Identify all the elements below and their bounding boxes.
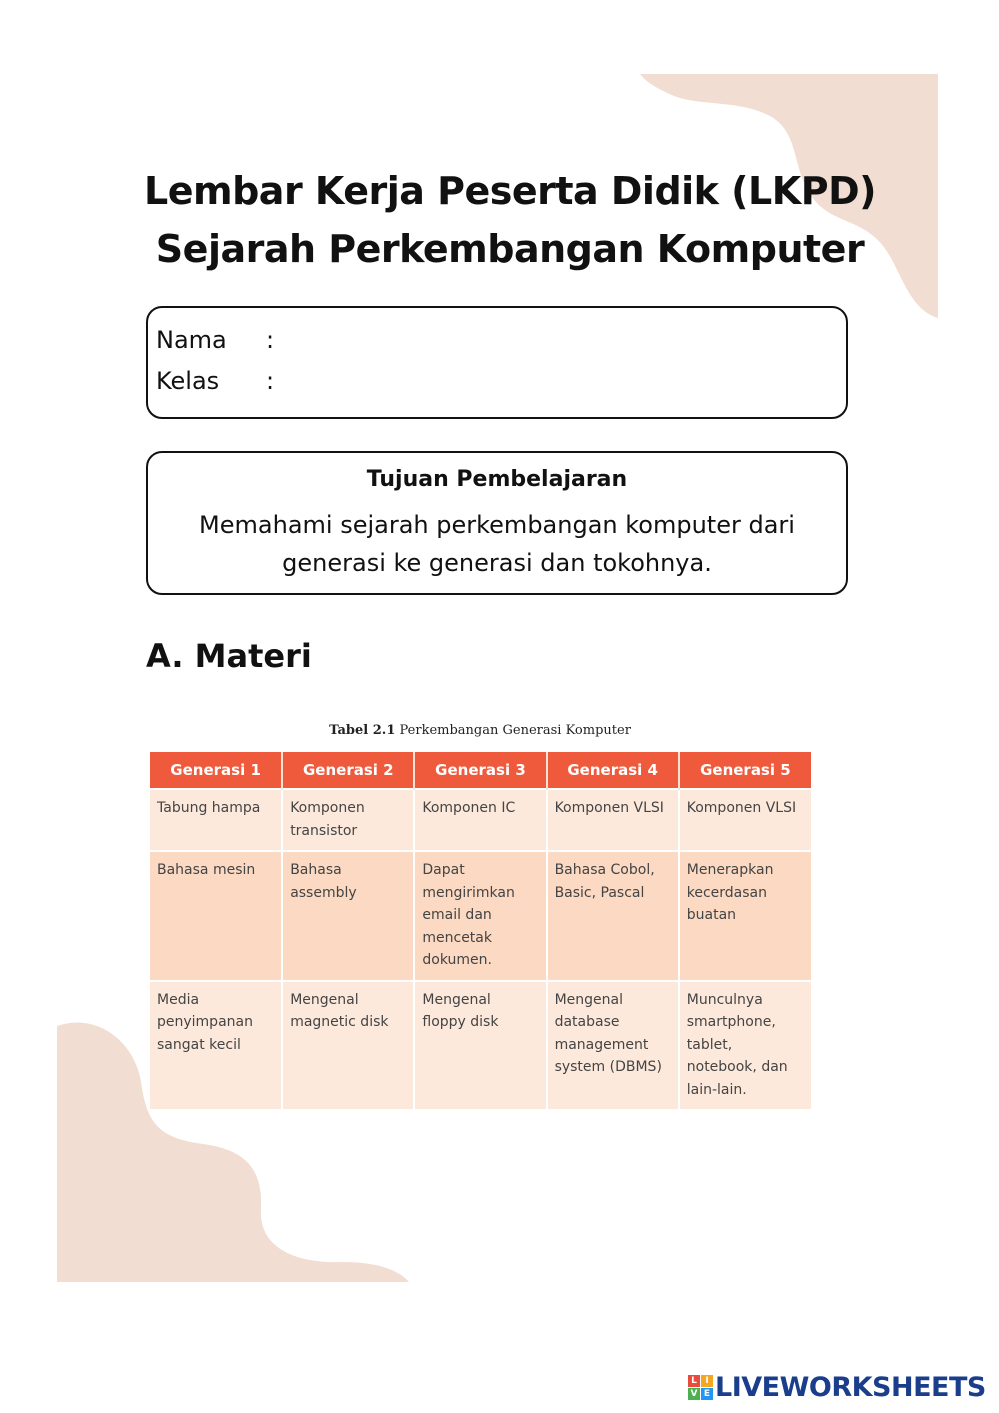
name-row [156,326,274,354]
table-caption-number: Tabel 2.1 [329,723,396,738]
table-header-cell: Generasi 4 [547,752,679,789]
name-label: Nama [156,326,227,354]
table-row [150,851,811,981]
table-cell: Bahasa Cobol, Basic, Pascal [547,851,679,981]
learning-goal-text: Memahami sejarah perkembangan komputer dari generasi ke generasi dan tokohnya. [199,511,795,577]
table-cell: Bahasa mesin [150,851,282,981]
table-cell: Media penyimpanan sangat kecil [150,981,282,1110]
table-cell: Mengenal database management system (DBMS) [547,981,679,1110]
table-header-cell: Generasi 3 [414,752,546,789]
table-cell: Komponen VLSI [679,789,811,851]
liveworksheets-logo-icon [688,1375,713,1400]
table-caption-text: Perkembangan Generasi Komputer [395,723,631,738]
table-row [150,789,811,851]
computer-generations-table [150,752,811,1109]
table-cell: Komponen IC [414,789,546,851]
logo-letter: I [701,1375,713,1387]
table-caption [150,723,810,738]
identity-box [146,306,848,419]
table-cell: Dapat mengirimkan email dan mencetak dokumen. [414,851,546,981]
table-cell: Bahasa assembly [282,851,414,981]
table-cell: Komponen transistor [282,789,414,851]
class-colon: : [266,367,275,395]
table-cell: Menerapkan kecerdasan buatan [679,851,811,981]
table-cell: Mengenal magnetic disk [282,981,414,1110]
learning-goal-box [146,451,848,595]
liveworksheets-brand [688,1372,986,1403]
name-colon: : [266,326,275,354]
logo-letter: V [688,1388,700,1400]
table-header-cell: Generasi 5 [679,752,811,789]
page-title [120,162,900,278]
table-header-row [150,752,811,789]
table-cell: Munculnya smartphone, tablet, notebook, dan lain-lain. [679,981,811,1110]
table-cell: Mengenal floppy disk [414,981,546,1110]
table-header-cell: Generasi 2 [282,752,414,789]
logo-letter: L [688,1375,700,1387]
table-cell: Komponen VLSI [547,789,679,851]
logo-letter: E [701,1388,713,1400]
table-row [150,981,811,1110]
class-row [156,367,274,395]
page-title-line-1: Lembar Kerja Peserta Didik (LKPD) [144,169,876,213]
table-cell: Tabung hampa [150,789,282,851]
table-header-cell: Generasi 1 [150,752,282,789]
learning-goal-heading: Tujuan Pembelajaran [366,467,628,492]
class-label: Kelas [156,367,220,395]
page-title-line-2: Sejarah Perkembangan Komputer [155,227,865,271]
brand-name: LIVEWORKSHEETS [715,1372,986,1403]
section-heading: A. Materi [146,637,312,675]
